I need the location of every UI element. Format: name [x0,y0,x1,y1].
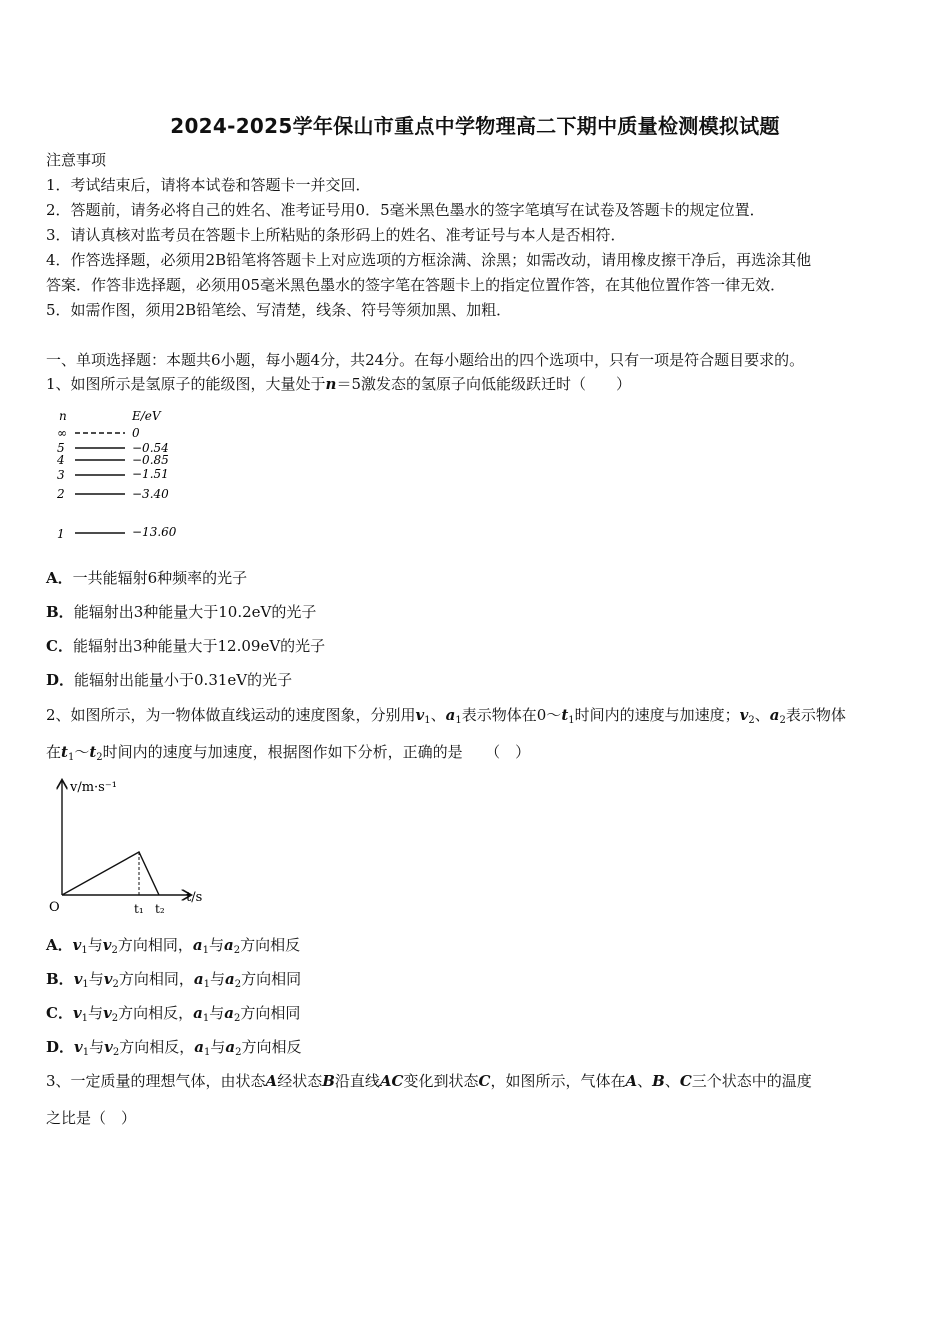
q1-option-b: B．能辐射出3种能量大于10.2eV的光子 [46,603,317,621]
question-2-stem-line2: 在$t_1\sim t_2$时间内的速度与加速度，根据图作如下分析，正确的是 （ ） [46,743,531,763]
notice-item: 5．如需作图，须用2B铅笔绘、写清楚，线条、符号等须加黑、加粗． [46,301,512,319]
velocity-time-graph [44,775,214,920]
page-title: 2024-2025学年保山市重点中学物理高二下期中质量检测模拟试题 [170,114,780,138]
section-heading: 一、单项选择题：本题共6小题，每小题4分，共24分。在每小题给出的四个选项中，只有一项是符合题目要求的。 [46,351,805,369]
x-axis-label: t/s [186,890,203,905]
q1-option-d: D．能辐射出能量小于0.31eV的光子 [46,671,293,689]
notice-item: 1．考试结束后，请将本试卷和答题卡一并交回． [46,176,371,194]
level-n: 5 [57,441,65,455]
level-n: ∞ [57,426,67,440]
q1-option-a: A．一共能辐射6种频率的光子 [46,569,248,587]
t2-label: t₂ [155,902,165,916]
q2-option-d: D．$v_1$与$v_2$方向相反，$a_1$与$a_2$方向相反 [46,1038,302,1058]
level-energy: −0.85 [132,453,169,467]
level-n: 2 [57,487,65,501]
q2-option-b: B．$v_1$与$v_2$方向相同，$a_1$与$a_2$方向相同 [46,970,302,990]
notice-item: 4．作答选择题，必须用2B铅笔将答题卡上对应选项的方框涂满、涂黑；如需改动，请用橡皮擦干净后，再选涂其他 [46,251,812,269]
q1-option-c: C．能辐射出3种能量大于12.09eV的光子 [46,637,326,655]
notice-item: 3．请认真核对监考员在答题卡上所粘贴的条形码上的姓名、准考证号与本人是否相符． [46,226,626,244]
n-axis-label: n [59,409,67,423]
t1-label: t₁ [134,902,144,916]
q2-option-a: A．$v_1$与$v_2$方向相同，$a_1$与$a_2$方向相反 [46,936,301,956]
energy-level-diagram [50,406,210,546]
energy-axis-label: E/eV [132,409,161,423]
level-n: 3 [57,468,65,482]
velocity-line [62,852,159,895]
level-n: 1 [57,527,65,541]
q2-option-c: C．$v_1$与$v_2$方向相反，$a_1$与$a_2$方向相同 [46,1004,301,1024]
level-energy: −1.51 [132,467,169,481]
notice-item: 答案．作答非选择题，必须用05毫米黑色墨水的签字笔在答题卡上的指定位置作答，在其他位置作答一律无效． [46,276,786,294]
level-energy: −13.60 [132,525,177,539]
level-energy: −3.40 [132,487,169,501]
question-1-stem: 1、如图所示是氢原子的能级图，大量处于n＝5激发态的氢原子向低能级跃迁时（ ） [46,375,631,393]
level-energy: −0.54 [132,441,169,455]
notice-heading: 注意事项 [46,151,107,169]
question-3-stem-line1: 3、一定质量的理想气体，由状态A经状态B沿直线AC变化到状态C，如图所示，气体在A、B、C三个状态中的温度 [46,1072,812,1090]
question-3-stem-line2: 之比是（ ） [46,1109,137,1127]
notice-item: 2．答题前，请务必将自己的姓名、准考证号用0．5毫米黑色墨水的签字笔填写在试卷及答题卡的规定位置． [46,201,765,219]
origin-label: O [49,900,60,915]
level-energy: 0 [132,426,140,440]
level-n: 4 [57,453,65,467]
question-2-stem-line1: 2、如图所示，为一物体做直线运动的速度图象，分别用$v_1$、$a_1$表示物体在$0\sim t_1$时间内的速度与加速度；$v_2$、$a_2$表示物体 [46,706,846,726]
y-axis-label: v/m·s⁻¹ [70,780,117,795]
